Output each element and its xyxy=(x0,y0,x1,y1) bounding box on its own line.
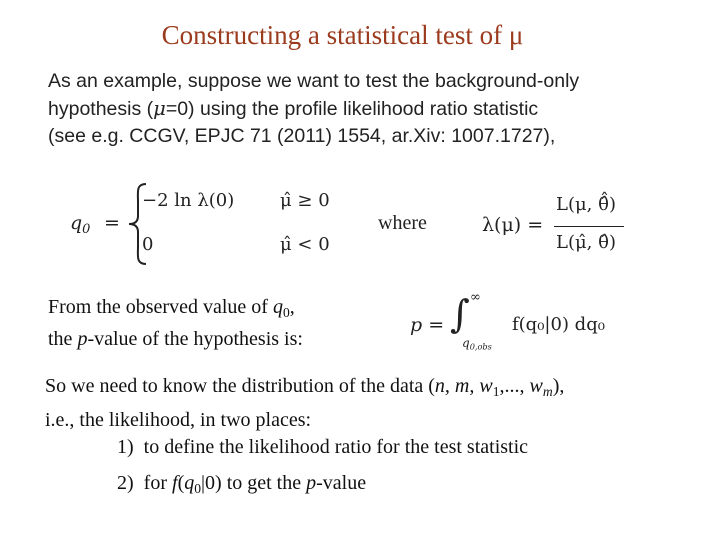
list-item: 1) to define the likelihood ratio for the test statistic xyxy=(117,436,529,458)
where-label: where xyxy=(378,212,427,234)
case2-condition: μ̂ < 0 xyxy=(280,234,330,255)
intro-paragraph xyxy=(48,68,708,150)
need-text xyxy=(45,372,564,434)
observed-line-1: From the observed value of $q_0$, xyxy=(48,296,295,321)
case2-value: 0 xyxy=(142,234,154,255)
p-value-formula: p = ∫ ∞ $q_{0,obs}$ f(q₀|0) dq₀ xyxy=(410,290,605,352)
page-title: Constructing a statistical test of μ xyxy=(161,20,524,50)
intro-line-1: As an example, suppose we want to test the background-only xyxy=(48,70,580,92)
lambda-formula: λ(μ) = L(μ, θ̂̂) L(μ̂, θ̂) xyxy=(482,188,662,264)
intro-line-2: hypothesis (μ=0) using the profile likelihood ratio statistic xyxy=(48,97,539,120)
case1-value: −2 ln λ(0) xyxy=(142,190,235,211)
intro-line-3: (see e.g. CCGV, EPJC 71 (2011) 1554, ar.Xiv: 1007.1727), xyxy=(48,125,556,147)
case1-condition: μ̂ ≥ 0 xyxy=(280,190,330,211)
need-line-2: i.e., the likelihood, in two places: xyxy=(45,409,312,432)
observed-text xyxy=(48,294,303,352)
need-line-1: So we need to know the distribution of the data (n, m, $w_1$,..., $w_m$), xyxy=(45,375,565,400)
observed-line-2: the p-value of the hypothesis is: xyxy=(48,328,303,351)
list-item: 2) for $f(q_0|0)$ to get the p-value xyxy=(117,472,367,497)
q0-formula: $q_0$ = −2 ln λ(0) μ̂ ≥ 0 0 μ̂ < 0 xyxy=(70,180,370,270)
